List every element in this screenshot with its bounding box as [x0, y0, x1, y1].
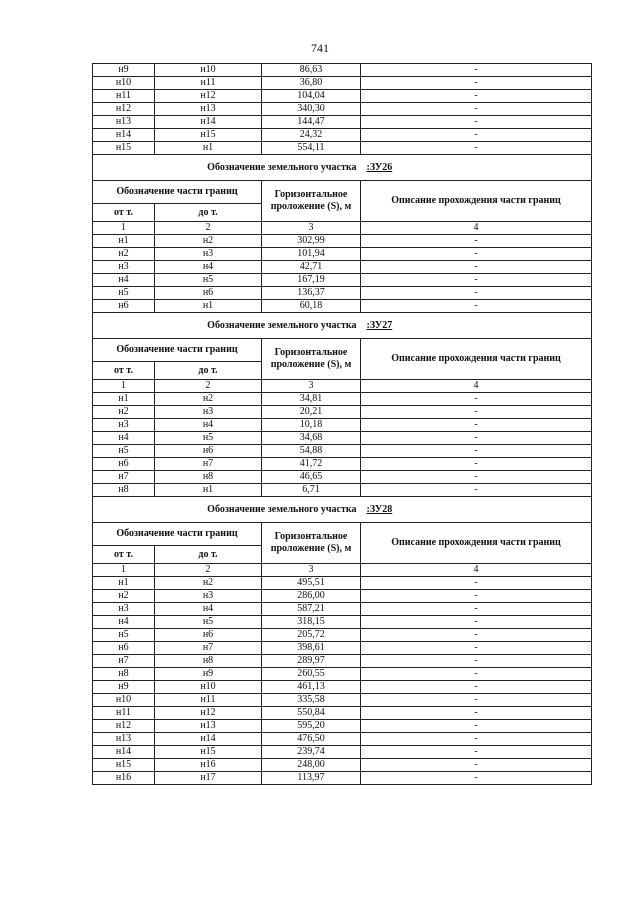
cell-desc: -: [361, 733, 592, 746]
cell-from: н16: [93, 772, 155, 785]
cell-desc: -: [361, 772, 592, 785]
cell-to: н3: [155, 248, 262, 261]
cell-to: н10: [155, 64, 262, 77]
cell-desc: -: [361, 129, 592, 142]
table-row: [93, 103, 592, 116]
cell-to: н15: [155, 746, 262, 759]
cell-from: н2: [93, 590, 155, 603]
table-row: [93, 759, 592, 772]
cell-s: 340,30: [262, 103, 361, 116]
cell-desc: -: [361, 681, 592, 694]
cell-to: н8: [155, 655, 262, 668]
cell-from: н6: [93, 458, 155, 471]
cell-from: н10: [93, 694, 155, 707]
column-number: 4: [361, 380, 592, 393]
cell-from: н4: [93, 616, 155, 629]
cell-desc: -: [361, 458, 592, 471]
cell-from: н15: [93, 759, 155, 772]
cell-from: н14: [93, 129, 155, 142]
cell-s: 476,50: [262, 733, 361, 746]
cell-to: н7: [155, 642, 262, 655]
cell-s: 461,13: [262, 681, 361, 694]
header-description: Описание прохождения части границ: [361, 523, 592, 564]
cell-to: н4: [155, 419, 262, 432]
column-number: 2: [155, 380, 262, 393]
cell-desc: -: [361, 248, 592, 261]
table-row: [93, 590, 592, 603]
cell-desc: -: [361, 64, 592, 77]
cell-s: 86,63: [262, 64, 361, 77]
cell-to: н4: [155, 261, 262, 274]
cell-s: 46,65: [262, 471, 361, 484]
cell-desc: -: [361, 116, 592, 129]
cell-desc: -: [361, 90, 592, 103]
cell-desc: -: [361, 746, 592, 759]
column-number: 1: [93, 222, 155, 235]
cell-s: 34,68: [262, 432, 361, 445]
table-row: [93, 720, 592, 733]
cell-desc: -: [361, 707, 592, 720]
cell-to: н5: [155, 432, 262, 445]
cell-to: н17: [155, 772, 262, 785]
cell-s: 54,88: [262, 445, 361, 458]
table-row: [93, 129, 592, 142]
cell-desc: -: [361, 616, 592, 629]
cell-s: 495,51: [262, 577, 361, 590]
boundary-table: [92, 63, 592, 785]
header-horizontal: Горизонтальное проложение (S), м: [262, 181, 361, 222]
cell-desc: -: [361, 406, 592, 419]
header-description: Описание прохождения части границ: [361, 181, 592, 222]
cell-to: н8: [155, 471, 262, 484]
cell-from: н3: [93, 603, 155, 616]
table-row: [93, 235, 592, 248]
cell-to: н6: [155, 629, 262, 642]
cell-to: н13: [155, 103, 262, 116]
cell-to: н3: [155, 406, 262, 419]
header-from: от т.: [93, 204, 155, 222]
cell-desc: -: [361, 590, 592, 603]
table-row: [93, 300, 592, 313]
cell-to: н10: [155, 681, 262, 694]
cell-desc: -: [361, 445, 592, 458]
column-number-row: [93, 380, 592, 393]
section-title: Обозначение земельного участка: [93, 155, 361, 181]
header-part-boundaries: Обозначение части границ: [93, 181, 262, 204]
cell-to: н2: [155, 577, 262, 590]
cell-from: н5: [93, 629, 155, 642]
table-row: [93, 77, 592, 90]
cell-from: н9: [93, 681, 155, 694]
cell-desc: -: [361, 300, 592, 313]
cell-s: 289,97: [262, 655, 361, 668]
cell-s: 239,74: [262, 746, 361, 759]
cell-from: н12: [93, 103, 155, 116]
column-number: 3: [262, 222, 361, 235]
cell-from: н1: [93, 577, 155, 590]
table-row: [93, 603, 592, 616]
cell-to: н5: [155, 274, 262, 287]
cell-s: 248,00: [262, 759, 361, 772]
table-row: [93, 681, 592, 694]
table-row: [93, 655, 592, 668]
cell-desc: -: [361, 694, 592, 707]
cell-s: 302,99: [262, 235, 361, 248]
header-row: [93, 523, 592, 546]
cell-desc: -: [361, 629, 592, 642]
cell-to: н3: [155, 590, 262, 603]
cell-desc: -: [361, 642, 592, 655]
cell-desc: -: [361, 287, 592, 300]
table-row: [93, 577, 592, 590]
header-part-boundaries: Обозначение части границ: [93, 339, 262, 362]
cell-from: н5: [93, 287, 155, 300]
cell-from: н15: [93, 142, 155, 155]
cell-s: 260,55: [262, 668, 361, 681]
cell-from: н11: [93, 90, 155, 103]
cell-s: 286,00: [262, 590, 361, 603]
section-title: Обозначение земельного участка: [93, 497, 361, 523]
column-number: 1: [93, 380, 155, 393]
cell-desc: -: [361, 577, 592, 590]
header-from: от т.: [93, 362, 155, 380]
cell-from: н2: [93, 248, 155, 261]
header-part-boundaries: Обозначение части границ: [93, 523, 262, 546]
cell-from: н14: [93, 746, 155, 759]
cell-to: н14: [155, 116, 262, 129]
cell-to: н15: [155, 129, 262, 142]
table-row: [93, 142, 592, 155]
cell-from: н1: [93, 235, 155, 248]
table-row: [93, 419, 592, 432]
cell-to: н1: [155, 484, 262, 497]
table-row: [93, 287, 592, 300]
cell-s: 144,47: [262, 116, 361, 129]
cell-to: н2: [155, 393, 262, 406]
cell-from: н3: [93, 261, 155, 274]
header-to: до т.: [155, 546, 262, 564]
header-row: [93, 181, 592, 204]
table-row: [93, 629, 592, 642]
section-title-row: [93, 155, 592, 181]
cell-to: н4: [155, 603, 262, 616]
cell-s: 595,20: [262, 720, 361, 733]
cell-from: н4: [93, 274, 155, 287]
cell-to: н9: [155, 668, 262, 681]
table-row: [93, 746, 592, 759]
table-row: [93, 471, 592, 484]
cell-s: 587,21: [262, 603, 361, 616]
cell-s: 34,81: [262, 393, 361, 406]
cell-s: 318,15: [262, 616, 361, 629]
header-from: от т.: [93, 546, 155, 564]
cell-desc: -: [361, 103, 592, 116]
cell-s: 113,97: [262, 772, 361, 785]
cell-desc: -: [361, 484, 592, 497]
cell-s: 205,72: [262, 629, 361, 642]
cell-from: н11: [93, 707, 155, 720]
table-row: [93, 445, 592, 458]
section-code: :ЗУ28: [361, 497, 592, 523]
column-number-row: [93, 222, 592, 235]
table-row: [93, 707, 592, 720]
column-number-row: [93, 564, 592, 577]
cell-s: 36,80: [262, 77, 361, 90]
cell-from: н10: [93, 77, 155, 90]
cell-to: н6: [155, 445, 262, 458]
cell-s: 101,94: [262, 248, 361, 261]
column-number: 4: [361, 564, 592, 577]
cell-desc: -: [361, 142, 592, 155]
section-code: :ЗУ26: [361, 155, 592, 181]
column-number: 2: [155, 222, 262, 235]
header-horizontal: Горизонтальное проложение (S), м: [262, 523, 361, 564]
cell-from: н8: [93, 484, 155, 497]
cell-s: 20,21: [262, 406, 361, 419]
section-title: Обозначение земельного участка: [93, 313, 361, 339]
cell-desc: -: [361, 720, 592, 733]
header-row: [93, 339, 592, 362]
cell-to: н13: [155, 720, 262, 733]
cell-from: н6: [93, 642, 155, 655]
column-number: 4: [361, 222, 592, 235]
table-row: [93, 406, 592, 419]
column-number: 2: [155, 564, 262, 577]
table-row: [93, 458, 592, 471]
cell-s: 41,72: [262, 458, 361, 471]
table-row: [93, 772, 592, 785]
table-row: [93, 248, 592, 261]
cell-desc: -: [361, 668, 592, 681]
cell-desc: -: [361, 77, 592, 90]
cell-to: н12: [155, 707, 262, 720]
header-to: до т.: [155, 204, 262, 222]
cell-from: н5: [93, 445, 155, 458]
table-row: [93, 393, 592, 406]
table-row: [93, 116, 592, 129]
cell-to: н12: [155, 90, 262, 103]
cell-desc: -: [361, 261, 592, 274]
table-row: [93, 432, 592, 445]
cell-from: н9: [93, 64, 155, 77]
table-row: [93, 733, 592, 746]
cell-s: 24,32: [262, 129, 361, 142]
cell-s: 10,18: [262, 419, 361, 432]
table-row: [93, 484, 592, 497]
cell-from: н2: [93, 406, 155, 419]
table-row: [93, 642, 592, 655]
cell-from: н1: [93, 393, 155, 406]
cell-to: н6: [155, 287, 262, 300]
table-row: [93, 668, 592, 681]
cell-from: н4: [93, 432, 155, 445]
table-row: [93, 274, 592, 287]
cell-to: н11: [155, 77, 262, 90]
section-title-row: [93, 497, 592, 523]
cell-s: 42,71: [262, 261, 361, 274]
cell-desc: -: [361, 759, 592, 772]
cell-s: 60,18: [262, 300, 361, 313]
cell-s: 104,04: [262, 90, 361, 103]
cell-to: н1: [155, 300, 262, 313]
cell-to: н11: [155, 694, 262, 707]
table-row: [93, 64, 592, 77]
cell-desc: -: [361, 393, 592, 406]
cell-to: н14: [155, 733, 262, 746]
cell-from: н3: [93, 419, 155, 432]
header-description: Описание прохождения части границ: [361, 339, 592, 380]
cell-from: н8: [93, 668, 155, 681]
cell-from: н7: [93, 655, 155, 668]
cell-s: 554,11: [262, 142, 361, 155]
header-to: до т.: [155, 362, 262, 380]
cell-from: н6: [93, 300, 155, 313]
cell-from: н12: [93, 720, 155, 733]
cell-desc: -: [361, 655, 592, 668]
column-number: 1: [93, 564, 155, 577]
boundary-table-body: [93, 64, 592, 785]
cell-from: н7: [93, 471, 155, 484]
cell-from: н13: [93, 116, 155, 129]
page-number: 741: [311, 41, 329, 55]
cell-to: н1: [155, 142, 262, 155]
table-row: [93, 261, 592, 274]
section-code: :ЗУ27: [361, 313, 592, 339]
cell-desc: -: [361, 471, 592, 484]
cell-s: 6,71: [262, 484, 361, 497]
cell-desc: -: [361, 603, 592, 616]
cell-s: 335,58: [262, 694, 361, 707]
cell-desc: -: [361, 235, 592, 248]
table-row: [93, 616, 592, 629]
cell-desc: -: [361, 419, 592, 432]
cell-s: 136,37: [262, 287, 361, 300]
cell-desc: -: [361, 432, 592, 445]
cell-to: н7: [155, 458, 262, 471]
cell-s: 550,84: [262, 707, 361, 720]
table-row: [93, 90, 592, 103]
cell-from: н13: [93, 733, 155, 746]
section-title-row: [93, 313, 592, 339]
header-horizontal: Горизонтальное проложение (S), м: [262, 339, 361, 380]
table-row: [93, 694, 592, 707]
column-number: 3: [262, 564, 361, 577]
cell-s: 167,19: [262, 274, 361, 287]
cell-desc: -: [361, 274, 592, 287]
cell-s: 398,61: [262, 642, 361, 655]
cell-to: н16: [155, 759, 262, 772]
cell-to: н5: [155, 616, 262, 629]
cell-to: н2: [155, 235, 262, 248]
column-number: 3: [262, 380, 361, 393]
